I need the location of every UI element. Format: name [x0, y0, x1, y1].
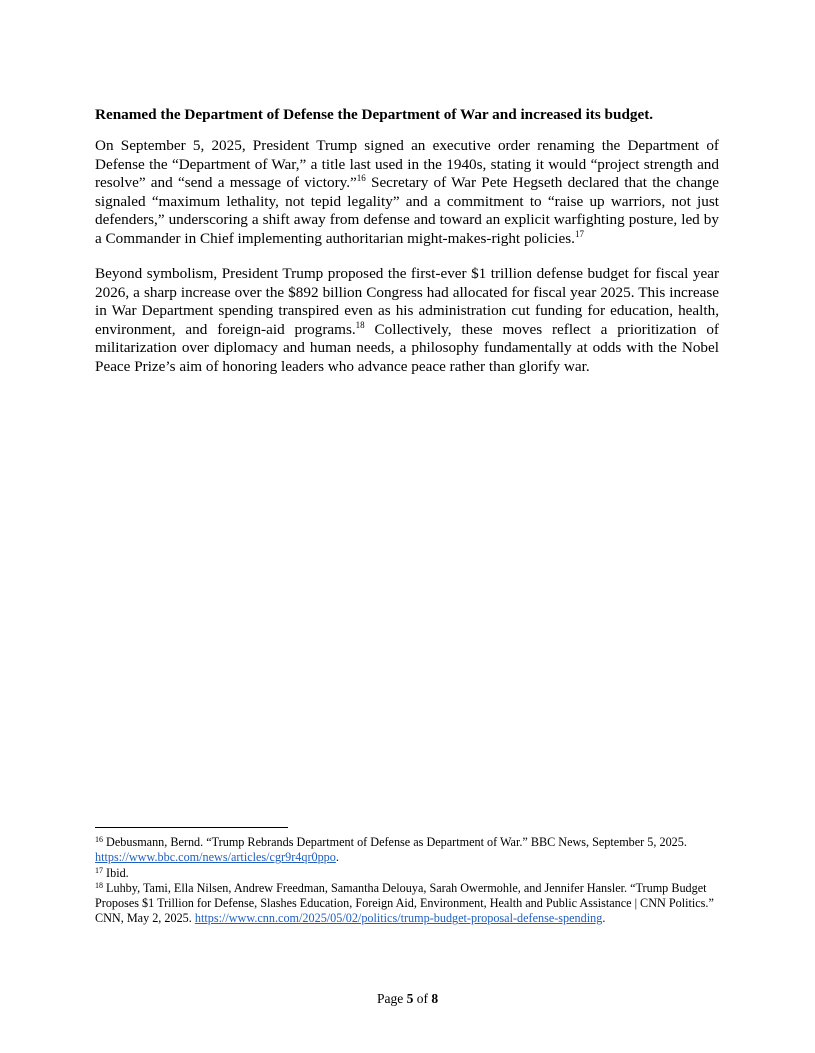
- footnote-text: Luhby, Tami, Ella Nilsen, Andrew Freedman, Samantha Delouya, Sarah Owermohle, and Jennifer Hansler. “Trump Budget Proposes $1 Trillion for Defense, Slashes Education, Foreign Aid, Environment, Health and Public Assistance | CNN Politics.” CNN, May 2, 2025.: [95, 880, 714, 926]
- footnote-number: 16: [95, 835, 103, 844]
- footnote-ref-16[interactable]: 16: [356, 173, 366, 183]
- footnote-text-end: .: [602, 911, 606, 926]
- footnote-18: [95, 881, 715, 927]
- footnote-text-end: .: [335, 850, 339, 865]
- paragraph-2-text-a: Beyond symbolism, President Trump proposed the first-ever $1 trillion defense budget for fiscal year 2026, a sharp increase over the $892 billion Congress had allocated for fiscal year 2025. This increase in War Department spending transpired even as his administration cut funding for education, health, environment, and foreign-aid programs.: [95, 265, 719, 338]
- paragraph-2-text-b: Collectively, these moves reflect a prioritization of militarization over diplomacy and human needs, a philosophy fundamentally at odds with the Nobel Peace Prize’s aim of honoring leaders who advance peace rather than glorify war.: [95, 320, 719, 375]
- body-paragraph-1: [95, 137, 719, 248]
- page-number: [0, 990, 815, 1008]
- footnote-ref-18[interactable]: 18: [355, 319, 365, 330]
- body-paragraph-2: [95, 265, 719, 376]
- footnote-text: Ibid.: [103, 865, 129, 880]
- section-heading: Renamed the Department of Defense the Department of War and increased its budget.: [95, 106, 654, 123]
- page-of: of: [413, 991, 432, 1006]
- current-page: 5: [406, 991, 414, 1006]
- paragraph-1-text-a: On September 5, 2025, President Trump signed an executive order renaming the Department of Defense the “Department of War,” a title last used in the 1940s, stating it would “project strength and resolve” and “send a message of victory.”: [95, 137, 719, 191]
- footnote-16: [95, 835, 715, 866]
- total-pages: 8: [431, 991, 439, 1006]
- footnote-link-bbc[interactable]: https://www.bbc.com/news/articles/cgr9r4qr0ppo: [95, 850, 336, 865]
- footnote-number: 18: [95, 880, 103, 890]
- footnote-separator: [95, 827, 288, 828]
- footnote-17: [95, 866, 715, 881]
- footnotes: [95, 835, 715, 927]
- footnote-number: 17: [95, 865, 103, 875]
- footnote-ref-17[interactable]: 17: [574, 228, 584, 239]
- paragraph-1-text-b: Secretary of War Pete Hegseth declared that the change signaled “maximum lethality, not tepid legality” and a commitment to “raise up warriors, not just defenders,” underscoring a shift away from defense and toward an explicit warfighting posture, led by a Commander in Chief implementing authoritarian might-makes-right policies.: [95, 174, 719, 247]
- footnote-link-cnn[interactable]: https://www.cnn.com/2025/05/02/politics/trump-budget-proposal-defense-spending: [194, 911, 603, 926]
- page-label: Page: [376, 991, 407, 1006]
- footnote-text: Debusmann, Bernd. “Trump Rebrands Department of Defense as Department of War.” BBC News, September 5, 2025.: [103, 835, 687, 849]
